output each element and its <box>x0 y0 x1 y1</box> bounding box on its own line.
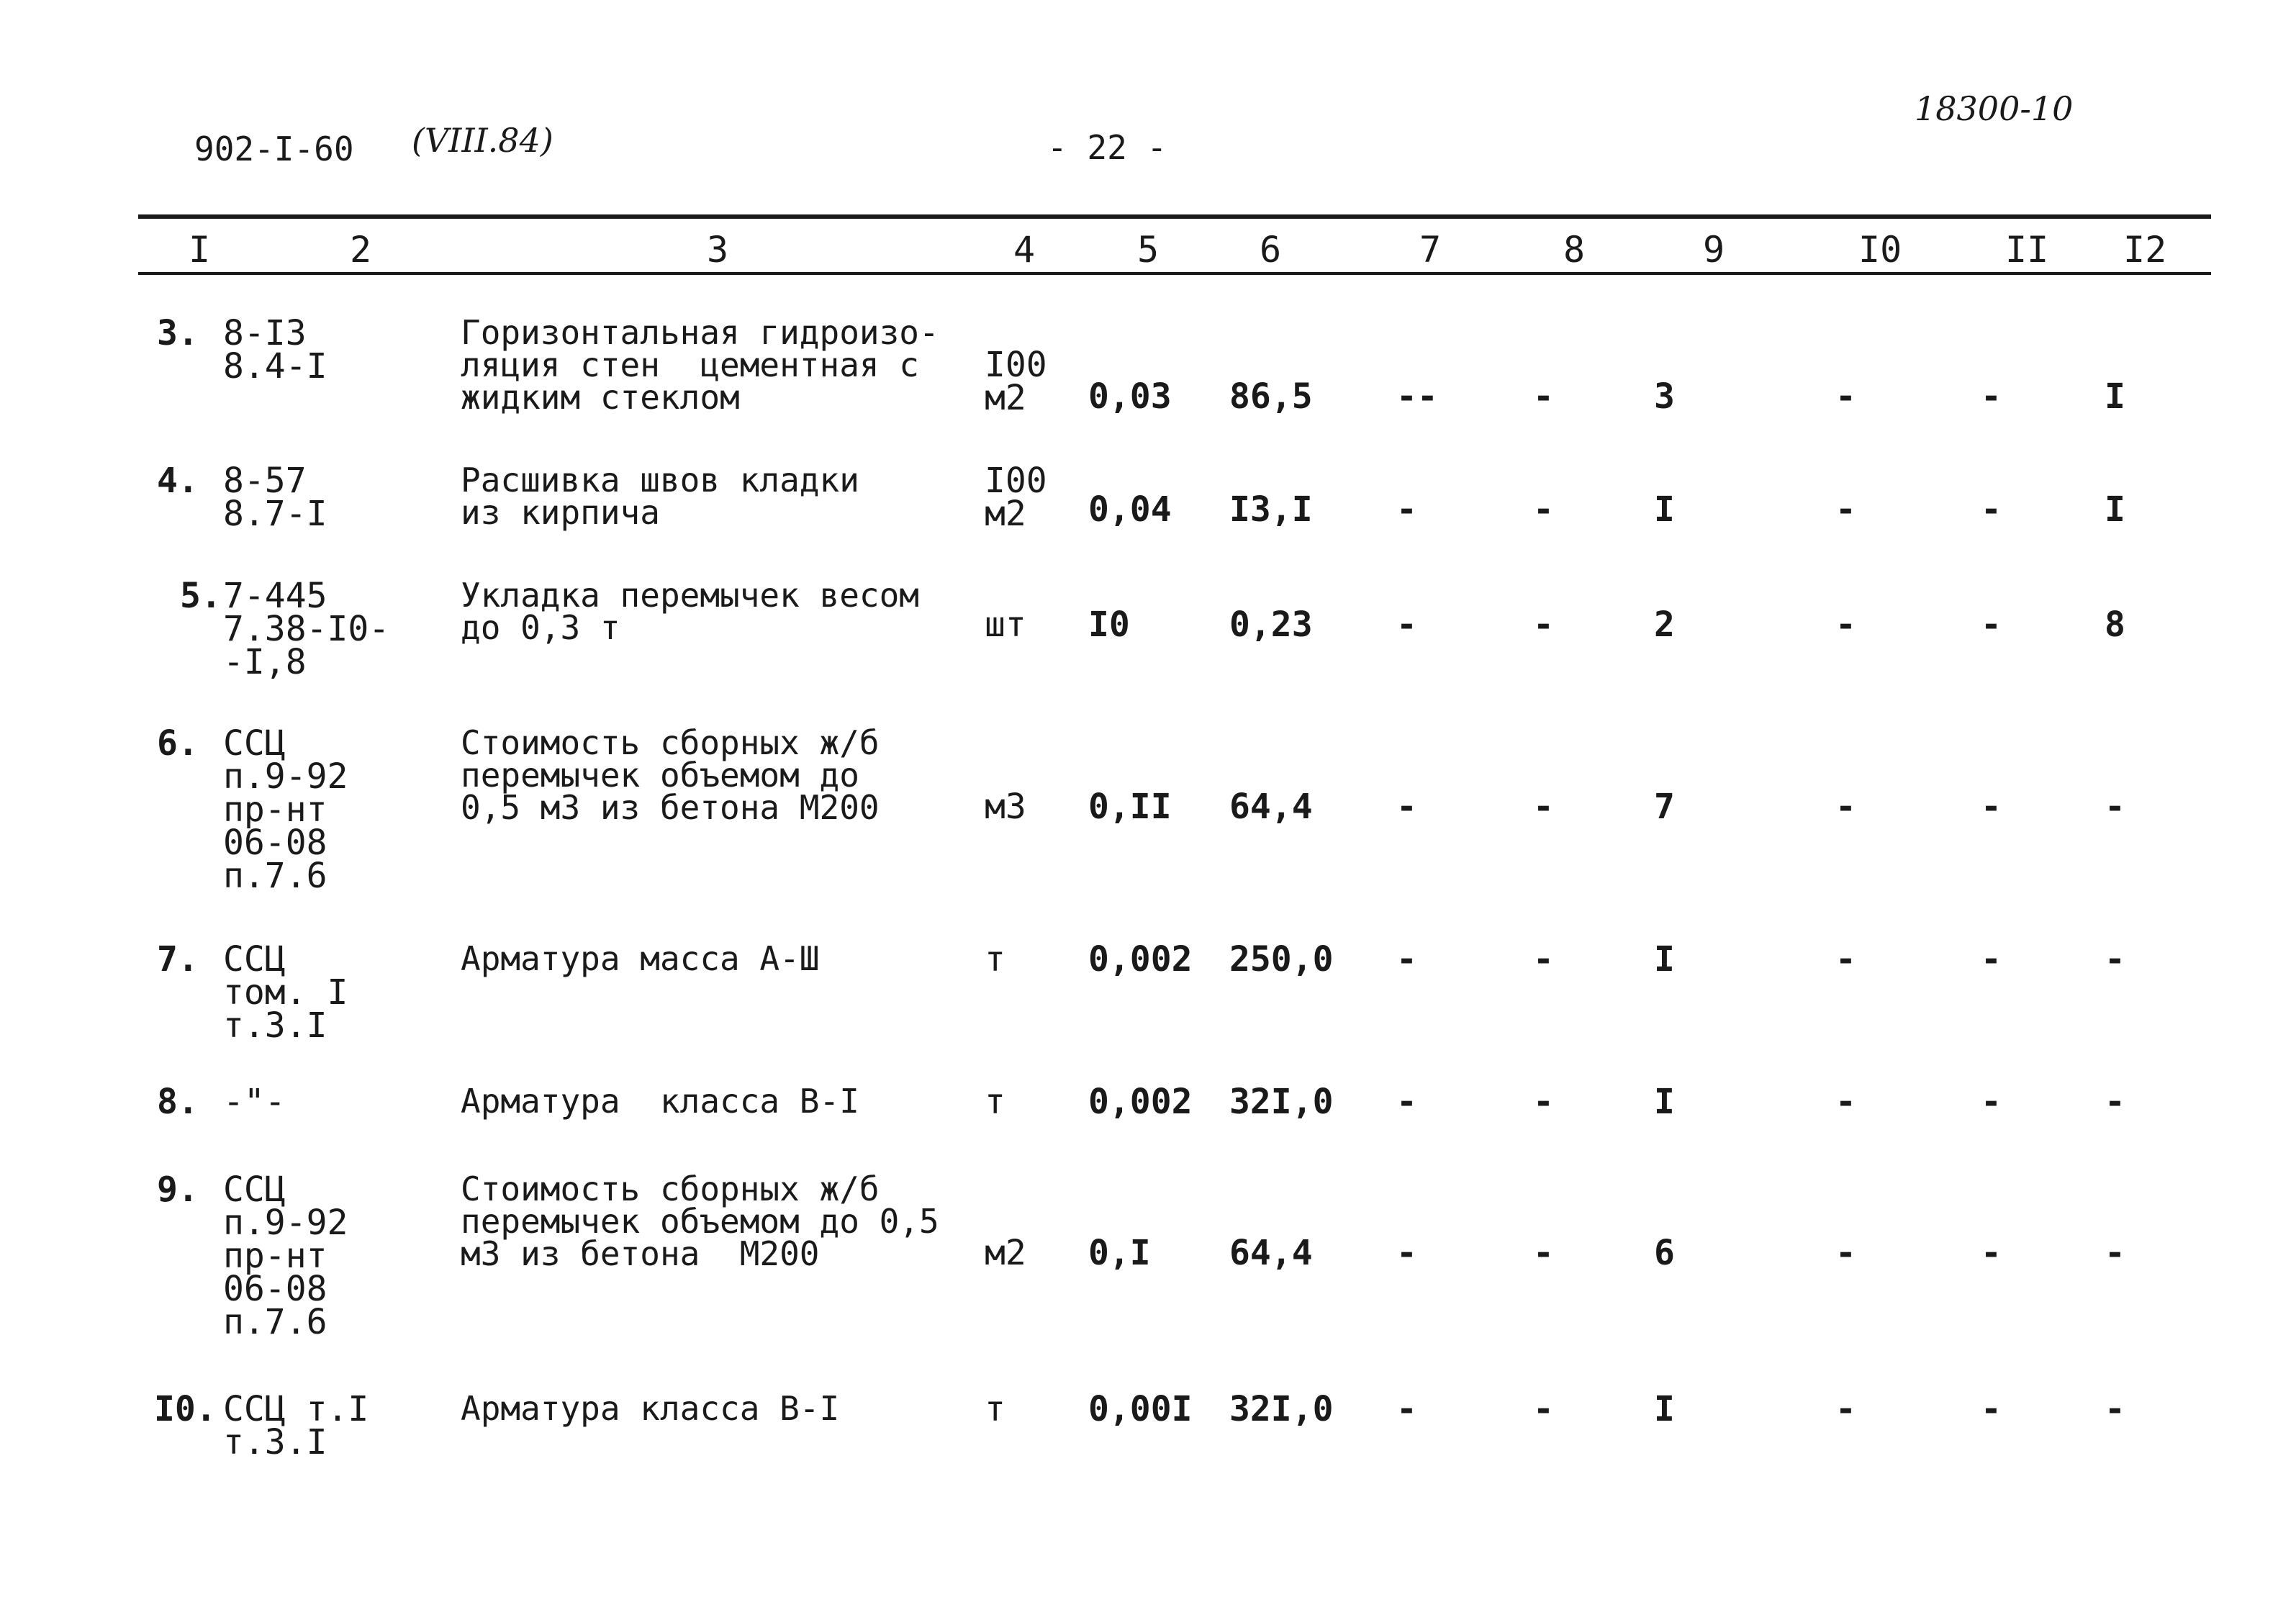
row-col12: I <box>2105 489 2125 530</box>
row-description: Укладка перемычек весом до 0,3 т <box>461 576 919 647</box>
row-col5: 0,00I <box>1088 1389 1193 1429</box>
column-header: 4 <box>1013 229 1036 271</box>
row-unit: I00 м2 <box>985 345 1047 418</box>
handwritten-reference: 18300-10 <box>1915 89 2074 128</box>
row-col7: - <box>1396 1389 1417 1429</box>
row-col11: - <box>1981 605 2002 645</box>
row-col8: - <box>1533 1082 1554 1122</box>
row-col8: - <box>1533 1389 1554 1429</box>
row-col7: - <box>1396 787 1417 827</box>
row-col10: - <box>1835 489 1856 530</box>
row-col7: - <box>1396 605 1417 645</box>
row-col11: - <box>1981 489 2002 530</box>
row-col9: 2 <box>1654 605 1675 645</box>
row-code: -"- <box>223 1082 286 1122</box>
row-code: 8-I3 8.4-I <box>223 313 327 386</box>
row-number: 9. <box>157 1170 199 1210</box>
row-col10: - <box>1835 787 1856 827</box>
row-description: Горизонтальная гидроизо- ляция стен цементная с жидким стеклом <box>461 313 939 417</box>
row-col7: - <box>1396 1082 1417 1122</box>
column-header: 6 <box>1260 229 1282 271</box>
row-col8: - <box>1533 489 1554 530</box>
row-col10: - <box>1835 376 1856 417</box>
row-col12: - <box>2105 1082 2125 1122</box>
document-code: 902-I-60 <box>194 130 354 168</box>
row-col8: - <box>1533 1233 1554 1273</box>
row-unit: шт <box>985 605 1026 645</box>
column-header: 9 <box>1703 229 1725 271</box>
row-col5: I0 <box>1088 605 1130 645</box>
row-col8: - <box>1533 376 1554 417</box>
column-header: 8 <box>1563 229 1586 271</box>
row-number: 7. <box>157 939 199 980</box>
row-number: I0. <box>154 1389 217 1429</box>
row-col6: I3,I <box>1229 489 1313 530</box>
row-col5: 0,04 <box>1088 489 1172 530</box>
row-col9: 6 <box>1654 1233 1675 1273</box>
row-col12: I <box>2105 376 2125 417</box>
column-header: 7 <box>1419 229 1442 271</box>
column-header: I <box>189 229 211 271</box>
row-code: 8-57 8.7-I <box>223 461 327 534</box>
row-col9: I <box>1654 489 1675 530</box>
column-header: 2 <box>350 229 372 271</box>
header-top-rule <box>138 214 2211 219</box>
row-col8: - <box>1533 605 1554 645</box>
row-unit: м2 <box>985 1233 1026 1273</box>
row-col12: - <box>2105 1389 2125 1429</box>
column-header: I0 <box>1858 229 1902 271</box>
row-unit: I00 м2 <box>985 461 1047 534</box>
row-code: ССЦ т.I т.3.I <box>223 1389 369 1462</box>
row-description: Арматура класса В-I <box>461 1082 859 1121</box>
row-col7: - <box>1396 1233 1417 1273</box>
row-unit: м3 <box>985 787 1026 827</box>
column-header: I2 <box>2123 229 2167 271</box>
row-col11: - <box>1981 1389 2002 1429</box>
row-col6: 0,23 <box>1229 605 1313 645</box>
row-col7: - <box>1396 939 1417 980</box>
row-col11: - <box>1981 939 2002 980</box>
row-col12: 8 <box>2105 605 2125 645</box>
row-col6: 64,4 <box>1229 787 1313 827</box>
row-description: Арматура класса В-I <box>461 1389 840 1428</box>
column-header: II <box>2005 229 2049 271</box>
row-col6: 32I,0 <box>1229 1082 1334 1122</box>
row-col11: - <box>1981 376 2002 417</box>
row-description: Расшивка швов кладки из кирпича <box>461 461 859 532</box>
row-col5: 0,002 <box>1088 939 1193 980</box>
row-col6: 86,5 <box>1229 376 1313 417</box>
row-col7: -- <box>1396 376 1438 417</box>
row-number: 6. <box>157 723 199 764</box>
row-code: ССЦ п.9-92 пр-нт 06-08 п.7.6 <box>223 1170 348 1342</box>
row-col11: - <box>1981 787 2002 827</box>
row-col10: - <box>1835 939 1856 980</box>
page-number: - 22 - <box>1047 128 1167 167</box>
row-col10: - <box>1835 605 1856 645</box>
row-col8: - <box>1533 939 1554 980</box>
row-col6: 64,4 <box>1229 1233 1313 1273</box>
row-col10: - <box>1835 1233 1856 1273</box>
row-description: Арматура масса А-Ш <box>461 939 820 978</box>
row-code: ССЦ том. I т.3.I <box>223 939 348 1046</box>
row-number: 5. <box>180 576 222 616</box>
row-col7: - <box>1396 489 1417 530</box>
column-header: 3 <box>707 229 729 271</box>
row-unit: т <box>985 939 1005 980</box>
column-header: 5 <box>1137 229 1160 271</box>
row-col6: 32I,0 <box>1229 1389 1334 1429</box>
row-col10: - <box>1835 1389 1856 1429</box>
row-col9: I <box>1654 1389 1675 1429</box>
row-number: 8. <box>157 1082 199 1122</box>
row-col5: 0,I <box>1088 1233 1151 1273</box>
row-unit: т <box>985 1389 1005 1429</box>
handwritten-date: (VIII.84) <box>412 121 553 160</box>
row-col5: 0,002 <box>1088 1082 1193 1122</box>
row-col11: - <box>1981 1082 2002 1122</box>
row-code: ССЦ п.9-92 пр-нт 06-08 п.7.6 <box>223 723 348 896</box>
row-unit: т <box>985 1082 1005 1122</box>
row-col5: 0,II <box>1088 787 1172 827</box>
row-col12: - <box>2105 1233 2125 1273</box>
row-col12: - <box>2105 787 2125 827</box>
row-number: 4. <box>157 461 199 501</box>
row-description: Стоимость сборных ж/б перемычек объемом до 0,5 м3 из бетона М200 <box>461 1170 939 1273</box>
row-col9: I <box>1654 1082 1675 1122</box>
row-col9: I <box>1654 939 1675 980</box>
row-col12: - <box>2105 939 2125 980</box>
row-col9: 3 <box>1654 376 1675 417</box>
row-col5: 0,03 <box>1088 376 1172 417</box>
row-col10: - <box>1835 1082 1856 1122</box>
header-bottom-rule <box>138 272 2211 275</box>
row-number: 3. <box>157 313 199 353</box>
row-col9: 7 <box>1654 787 1675 827</box>
row-col8: - <box>1533 787 1554 827</box>
row-code: 7-445 7.38-I0- -I,8 <box>223 576 390 682</box>
row-description: Стоимость сборных ж/б перемычек объемом до 0,5 м3 из бетона М200 <box>461 723 880 827</box>
row-col6: 250,0 <box>1229 939 1334 980</box>
row-col11: - <box>1981 1233 2002 1273</box>
